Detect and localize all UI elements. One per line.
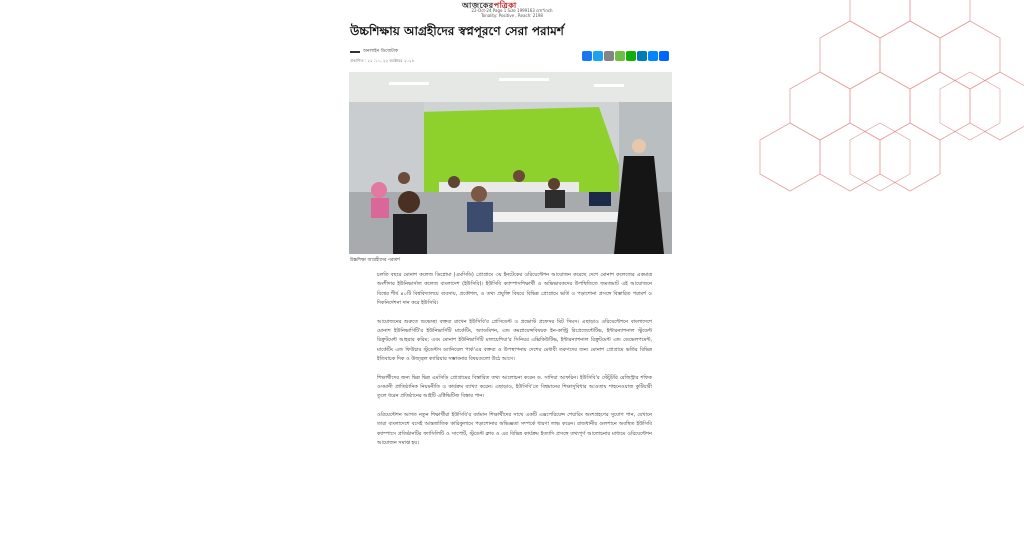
messenger-icon[interactable] (648, 51, 658, 61)
meta-line: Tonality: Positive , Reach: 2198 (481, 13, 543, 18)
masthead-logo: আজকেরপত্রিকা (462, 1, 517, 10)
author-name: অনলাইন ডিজেটাক (363, 49, 399, 54)
twitter-icon[interactable] (593, 51, 603, 61)
author-marker (350, 51, 360, 53)
article-headline: উচ্চশিক্ষায় আগ্রহীদের স্বপ্নপূরণে সেরা পরামর্শ (350, 24, 564, 38)
whatsapp-icon[interactable] (626, 51, 636, 61)
share-bar (582, 51, 669, 61)
article-body (377, 271, 652, 458)
newspaper-clipping (342, 0, 682, 536)
article-paragraph: আয়োজনের শুরুতে শুভেচ্ছা বক্তব্য রাখেন ইউসিবি'র প্রেসিডেন্ট ও প্রভোস্ট প্রফেসর মিট সিমস। এছাড়াও ওরিয়েন্টেশনে বাংলাদেশে মোনাশ ইউনিভার্সিটি'র ইউনিভার্সিটি মার্কেটিং, অ্যাডমিশন, এন্ড কমপ্লায়েন্সবিষয়ক ইন-কান্ট্রি রিপ্রেজেন্টেটিভ, ইন্টারন্যাশনাল স্টুডেন্ট রিক্রুটমেন্ট আহরার করিম; এবং মোনাশ ইউনিভার্সিটি মালয়েশিয়া'র সিনিয়র এক্সিকিউটিভ, ইন্টারন্যাশনাল রিক্রুটমেন্ট এন্ড ডেভেলপমেন্ট, মার্কেটিং এন্ড ফিউচার স্টুডেন্টস ড্যানিয়েল পার্ক'এর বক্তব্য ও উপস্থাপনায় দেশের মেধাবী তরুণদের জন্য মোনাশ প্রোগ্রামে ভর্তির বিভিন্ন ইতিবাচক দিক ও উজ্জ্বল ক্যারিয়ার সম্ভাবনার বিষয়গুলো উঠে আসে। (377, 318, 652, 363)
clipping-meta (432, 8, 592, 18)
hexagon-pattern-decoration (700, 0, 1024, 230)
photo-caption: উচ্চশিক্ষা আগ্রহীদের পরামর্শ (350, 258, 400, 263)
meta-line: 22-Oct-24 Page 1 Size 1999163 cm*inch (471, 8, 553, 13)
article-date: প্রকাশিত : ২২ :১০, ২২ অক্টোবর ২০২৪ (350, 58, 415, 63)
article-paragraph: চলতি বছরে মোনাশ কলেজ ডিপ্লোমা (এমসিডি) প্রোগ্রামে ৩য় ইনটেকের ওরিয়েন্টেশন আয়োজন করেছে দেশে মোনাশ কলেজের একমাত্র অংশীদার ইউনিভার্সাল কলেজ বাংলাদেশ (ইউসিবি)। ইউসিবি ক্যাম্পাসশিক্ষার্থী ও অভিভাবকদের উপস্থিতিতে জমজমাট এই আয়োজনে বিশ্বের শীর্ষ ৪০টি বিশ্ববিদ্যালয়ে ব্যবসায়, প্রকৌশল, ও তথ্য প্রযুক্তি বিষয়ে বিভিন্ন প্রোগ্রামে ভর্তি ও পড়াশোনা প্রসঙ্গে বিস্তারিত পরামর্শ ও দিকনির্দেশনা দান করে ইউসিবি। (377, 272, 652, 307)
email-icon[interactable] (604, 51, 614, 61)
plus-icon[interactable] (659, 51, 669, 61)
article-photo (349, 72, 672, 254)
sms-icon[interactable] (615, 51, 625, 61)
article-paragraph: শিক্ষার্থীদের জন্য ভিন্ন ভিন্ন এমসিডি প্রোগ্রামের বিস্তারিত তথ্য আলোচনা করেন ড. সাদিয়া আফরিন। ইউসিবি'র স্টেটুটরি রেজিস্ট্রার শফিক ওসমানী প্রাতিষ্ঠানিক নিয়মনীতি ও কার্যক্রম ব্যাখ্যা করেন। এছাড়াও, ইউসিবি'তে বিশ্বমানের শিক্ষাসুবিধার আওতায় শাহনেওয়াজ কুটিয়ারী তুলে ধরেন প্রতিষ্ঠানের আইটি এক্টিভিটিজ বিস্তার পান। (377, 374, 652, 400)
article-author (350, 48, 398, 55)
linkedin-icon[interactable] (637, 51, 647, 61)
facebook-icon[interactable] (582, 51, 592, 61)
article-paragraph: ওরিয়েন্টেশন আগত নতুন শিক্ষার্থীরা ইউসিবি'র বর্তমান শিক্ষার্থীদের সাথে একটি এক্সপেরিয়েন্স শেয়ারিং অংশগ্রহণের সুযোগ পান, যেখানে তারা বাংলাদেশে বসেই আন্তর্জাতিক কারিকুলামে পড়াশোনার অভিজ্ঞতা সম্পর্কে ধারণা লাভ করেন। রাজধানীর গুলশানে অবস্থিত ইউসিবি ক্যাম্পাসে প্রতিষ্ঠানটির ফ্যাসিলিটি ও সাপোর্ট, স্টুডেন্ট ক্লাব ও এর বিভিন্ন কার্যক্রম ইত্যাদি প্রসঙ্গে তথ্যপূর্ণ আলোচনার মাধ্যমে ওরিয়েন্টেশন আয়োজন সমাপ্ত হয়। (377, 411, 652, 447)
